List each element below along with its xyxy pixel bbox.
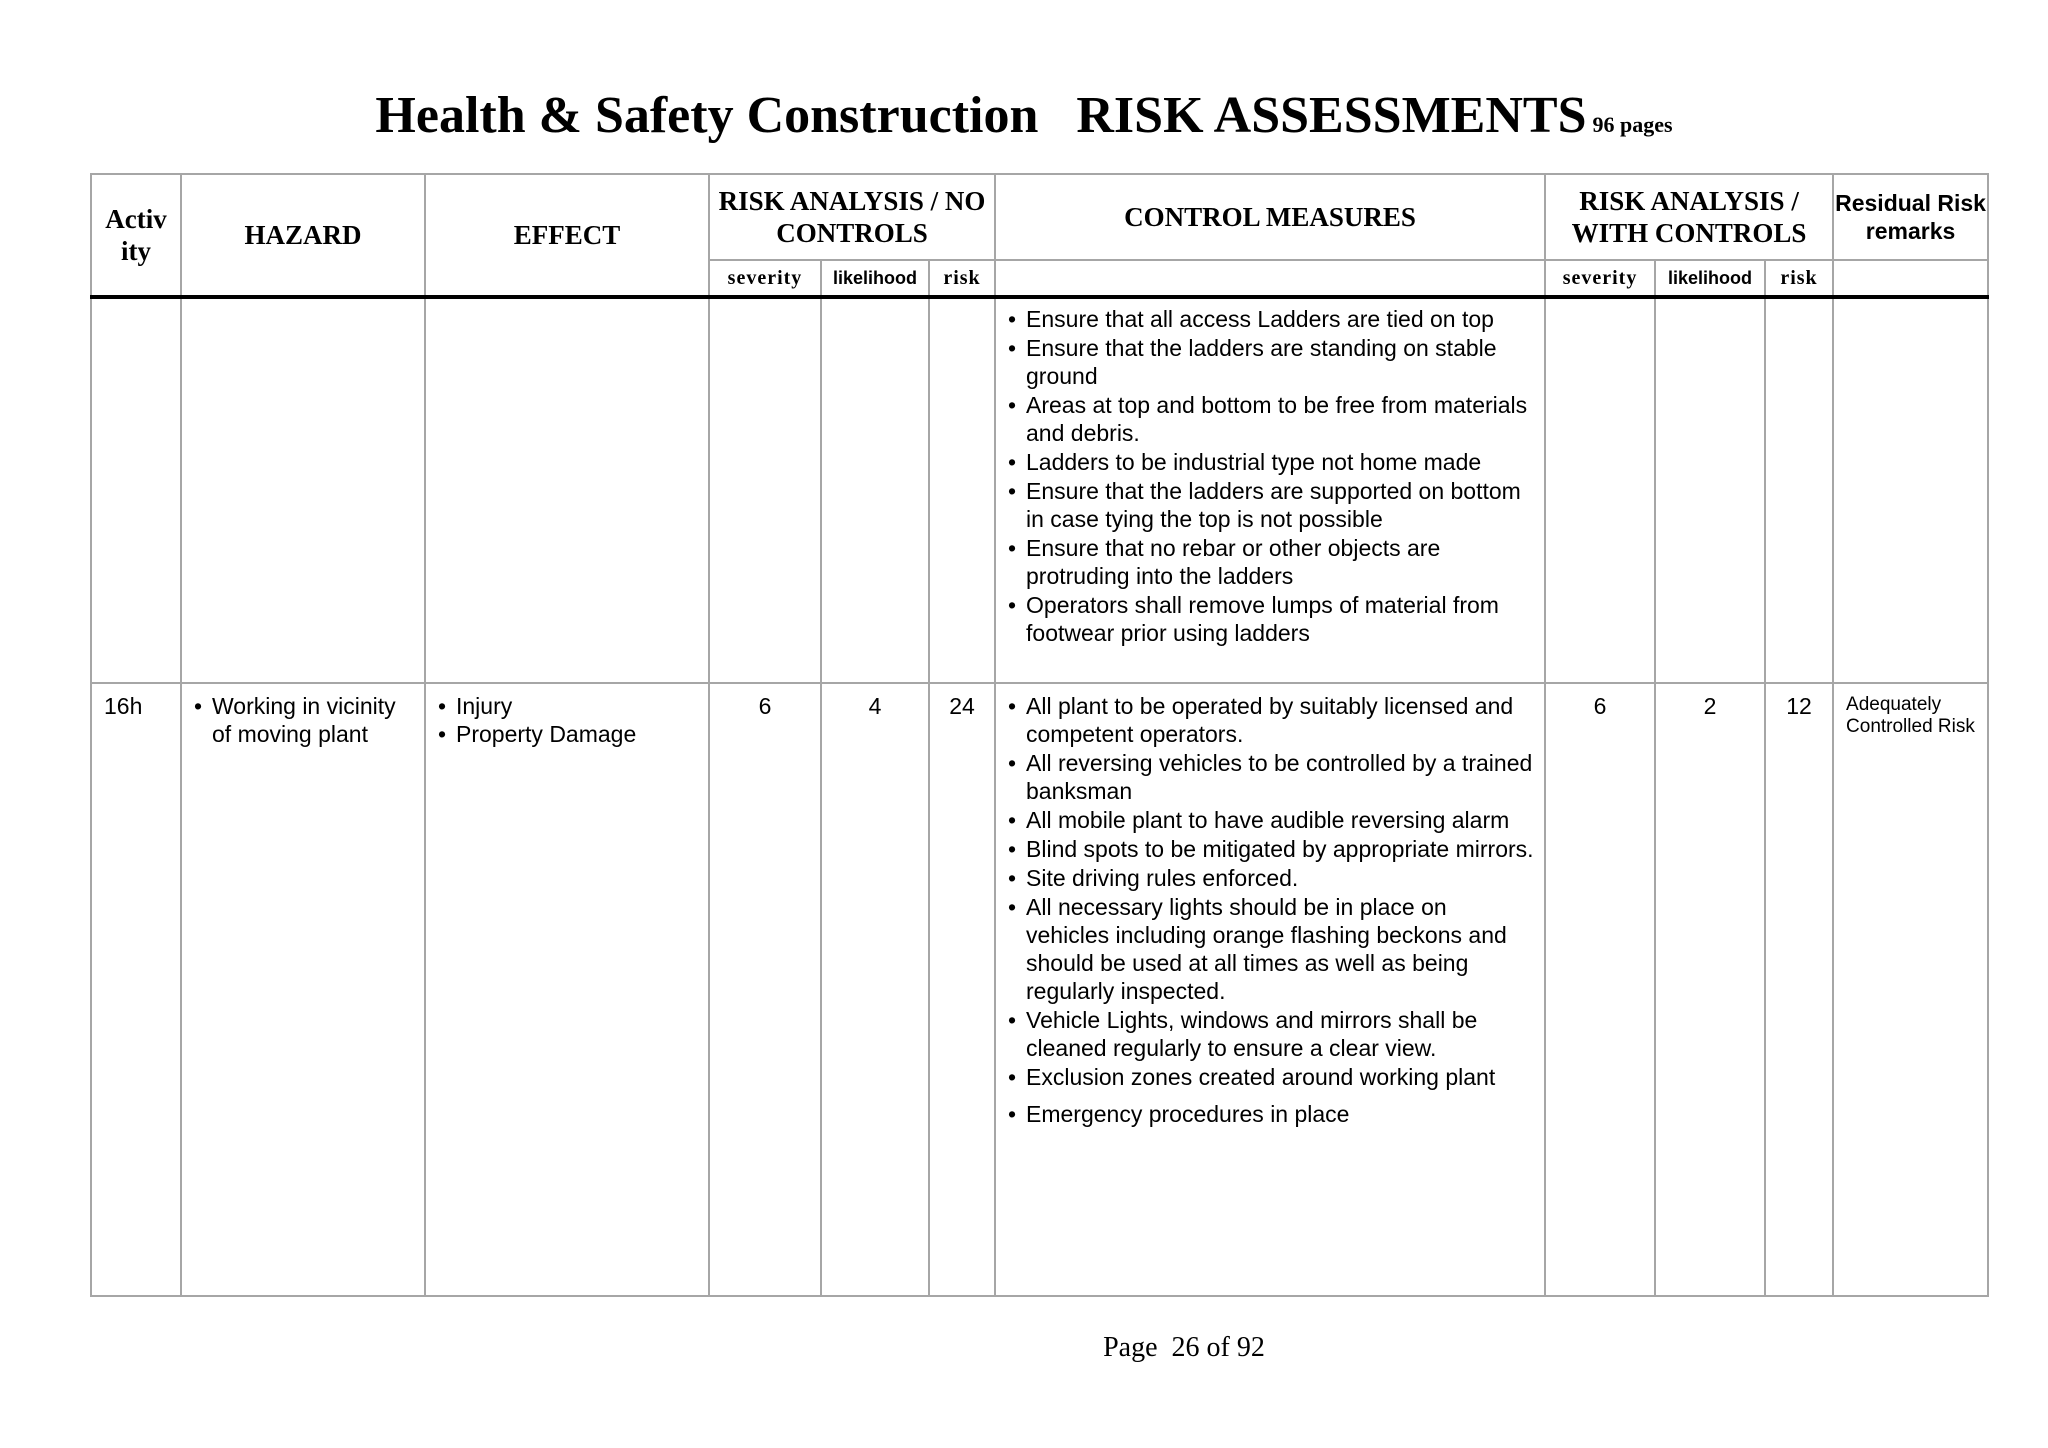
control-measure-item: • Ladders to be industrial type not home made: [1006, 448, 1534, 476]
hazard-cell: [181, 297, 425, 683]
header-activity: Activ ity: [91, 174, 181, 297]
risk-after-cell: [1765, 297, 1833, 683]
header-risk-no-controls: RISK ANALYSIS / NO CONTROLS: [709, 174, 995, 260]
table-row: [91, 297, 1988, 683]
severity-before-cell: 6: [709, 683, 821, 1296]
page-label: Page: [1103, 1332, 1158, 1363]
control-measure-item: • All reversing vehicles to be controlled by a trained banksman: [1006, 749, 1534, 805]
header-risk-after: risk: [1765, 260, 1833, 297]
control-measures-list: [1006, 692, 1534, 1128]
risk-assessment-table: [90, 173, 1989, 1297]
hazard-item: • Working in vicinity of moving plant: [192, 692, 416, 748]
header-severity-before: severity: [709, 260, 821, 297]
likelihood-after-cell: 2: [1655, 683, 1765, 1296]
likelihood-before-cell: [821, 297, 929, 683]
control-measures-cell: [995, 297, 1545, 683]
header-likelihood-before: likelihood: [821, 260, 929, 297]
control-measure-item: • Ensure that no rebar or other objects are protruding into the ladders: [1006, 534, 1534, 590]
header-risk-with-controls: RISK ANALYSIS / WITH CONTROLS: [1545, 174, 1833, 260]
risk-before-cell: 24: [929, 683, 995, 1296]
header-remarks-blank: [1833, 260, 1988, 297]
severity-after-cell: [1545, 297, 1655, 683]
effect-item: • Injury: [436, 692, 700, 720]
control-measure-item: • Site driving rules enforced.: [1006, 864, 1534, 892]
title-page-count: 96 pages: [1592, 112, 1673, 137]
header-likelihood-after: likelihood: [1655, 260, 1765, 297]
page-number: 26 of 92: [1171, 1332, 1265, 1363]
control-measure-item: • Areas at top and bottom to be free from materials and debris.: [1006, 391, 1534, 447]
hazard-cell: [181, 683, 425, 1296]
remarks-cell: Adequately Controlled Risk: [1833, 683, 1988, 1296]
control-measure-item: • Operators shall remove lumps of material from footwear prior using ladders: [1006, 591, 1534, 647]
title-risk-assessments: RISK ASSESSMENTS: [1076, 87, 1587, 144]
control-measure-item: • Ensure that all access Ladders are tied on top: [1006, 305, 1534, 333]
control-measures-cell: [995, 683, 1545, 1296]
control-measure-item: • All plant to be operated by suitably licensed and competent operators.: [1006, 692, 1534, 748]
page-footer: [0, 1332, 2048, 1364]
header-effect: EFFECT: [425, 174, 709, 297]
header-hazard: HAZARD: [181, 174, 425, 297]
title-main: Health & Safety Construction: [375, 87, 1039, 144]
header-residual-risk: Residual Risk remarks: [1833, 174, 1988, 260]
risk-before-cell: [929, 297, 995, 683]
hazard-list: [192, 692, 416, 748]
document-title: [0, 84, 2048, 157]
control-measures-list: [1006, 305, 1534, 647]
activity-cell: [91, 297, 181, 683]
control-measure-item: • Vehicle Lights, windows and mirrors shall be cleaned regularly to ensure a clear view.: [1006, 1006, 1534, 1062]
control-measure-item: • All mobile plant to have audible reversing alarm: [1006, 806, 1534, 834]
activity-cell: 16h: [91, 683, 181, 1296]
risk-after-cell: 12: [1765, 683, 1833, 1296]
effect-cell: [425, 297, 709, 683]
header-severity-after: severity: [1545, 260, 1655, 297]
header-control-blank: [995, 260, 1545, 297]
control-measure-item: • Ensure that the ladders are standing on stable ground: [1006, 334, 1534, 390]
header-risk-before: risk: [929, 260, 995, 297]
remarks-cell: [1833, 297, 1988, 683]
severity-before-cell: [709, 297, 821, 683]
effect-list: [436, 692, 700, 748]
header-control-measures: CONTROL MEASURES: [995, 174, 1545, 260]
severity-after-cell: 6: [1545, 683, 1655, 1296]
effect-cell: [425, 683, 709, 1296]
control-measure-item: • All necessary lights should be in place on vehicles including orange flashing beckons and should be used at all times as well as being regularly inspected.: [1006, 893, 1534, 1005]
control-measure-item: • Exclusion zones created around working plant: [1006, 1063, 1534, 1091]
control-measure-item: • Emergency procedures in place: [1006, 1100, 1534, 1128]
control-measure-item: • Blind spots to be mitigated by appropriate mirrors.: [1006, 835, 1534, 863]
control-measure-item: • Ensure that the ladders are supported on bottom in case tying the top is not possible: [1006, 477, 1534, 533]
table-row: [91, 683, 1988, 1296]
likelihood-before-cell: 4: [821, 683, 929, 1296]
effect-item: • Property Damage: [436, 720, 700, 748]
likelihood-after-cell: [1655, 297, 1765, 683]
